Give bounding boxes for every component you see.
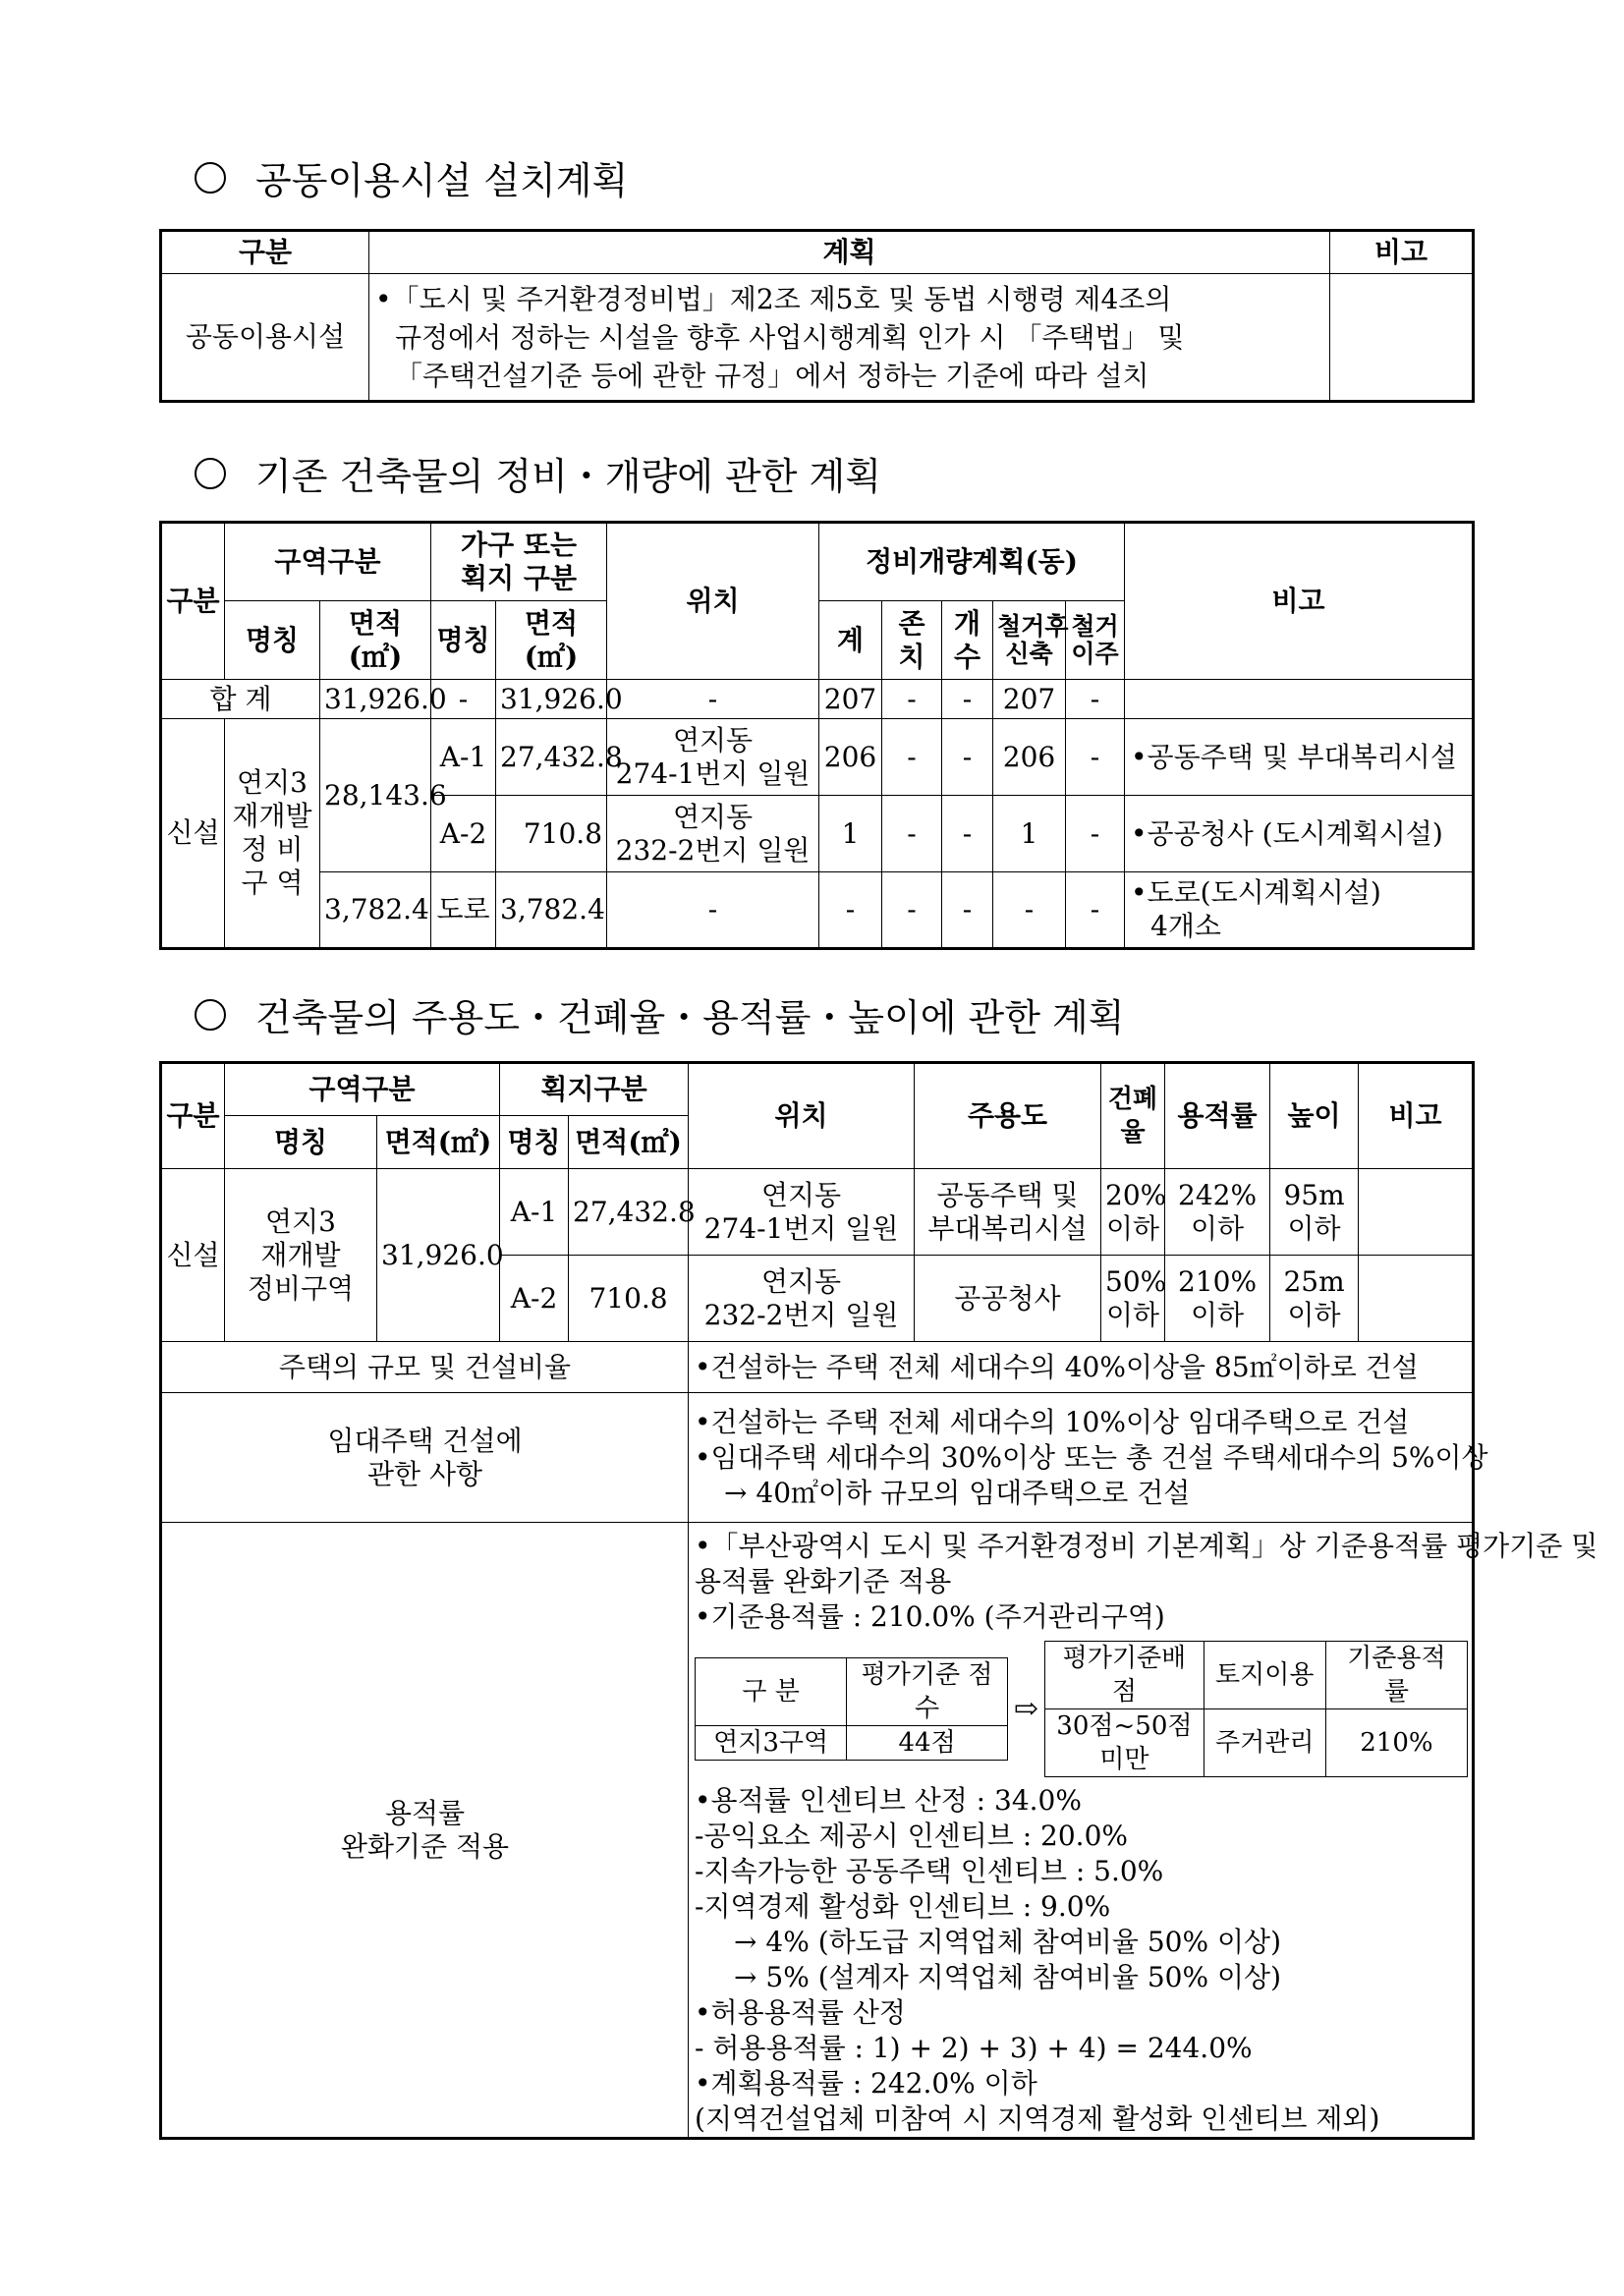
s3-rental-line: •건설하는 주택 전체 세대수의 10%이상 임대주택으로 건설 bbox=[695, 1405, 1410, 1438]
table-row bbox=[161, 872, 1474, 949]
s2-header-total: 계 bbox=[819, 601, 882, 680]
s3-base-far: 210% bbox=[1325, 1709, 1467, 1777]
s3-height-line1: 95m bbox=[1283, 1178, 1345, 1211]
s2-remark: •공공청사 (도시계획시설) bbox=[1125, 796, 1474, 872]
s2-lot-name: 도로 bbox=[431, 872, 496, 949]
s3-group-label: 신설 bbox=[161, 1169, 225, 1342]
s3-rental-label-line1: 임대주택 건설에 bbox=[327, 1424, 523, 1457]
s2-header-lot-area bbox=[496, 601, 607, 680]
s2-location-line2: 232-2번지 일원 bbox=[615, 833, 811, 867]
s3-coverage-line2: 이하 bbox=[1105, 1298, 1160, 1331]
circle-bullet-icon bbox=[195, 458, 226, 489]
s3-far-criteria-tables bbox=[695, 1641, 1468, 1777]
s1-row-label: 공동이용시설 bbox=[161, 274, 369, 402]
s2-keep: - bbox=[882, 872, 942, 949]
s2-sum-keep: - bbox=[882, 680, 942, 719]
s3-far-relax-line: -지역경제 활성화 인센티브 : 9.0% bbox=[695, 1890, 1111, 1923]
s3-header-lot-name: 명칭 bbox=[500, 1116, 569, 1169]
s2-location bbox=[607, 796, 819, 872]
s3-header-gubun: 구분 bbox=[161, 1063, 225, 1169]
s3-far-relax-line: -지속가능한 공동주택 인센티브 : 5.0% bbox=[695, 1855, 1164, 1887]
s2-location: - bbox=[607, 872, 819, 949]
s2-header-relocate bbox=[1066, 601, 1125, 680]
s2-header-area-line2: (㎡) bbox=[524, 640, 579, 673]
s3-location-line2: 232-2번지 일원 bbox=[703, 1298, 899, 1331]
s2-sum-lot-area: 31,926.0 bbox=[496, 680, 607, 719]
s2-header-rebuild-line1: 철거후 bbox=[997, 611, 1069, 641]
s3-header-remark: 비고 bbox=[1359, 1063, 1474, 1169]
s3-zone-name-line: 연지3 bbox=[265, 1204, 336, 1238]
s2-header-zone-name: 명칭 bbox=[225, 601, 320, 680]
s1-row-remark bbox=[1330, 274, 1474, 402]
s2-header-rebuild bbox=[993, 601, 1069, 680]
s2-improve: - bbox=[942, 872, 993, 949]
s3-coverage-line1: 50% bbox=[1105, 1264, 1167, 1298]
s1-header-plan: 계획 bbox=[369, 231, 1330, 274]
s3-eval-zone: 연지3구역 bbox=[696, 1726, 847, 1761]
s2-header-remark: 비고 bbox=[1125, 523, 1474, 680]
s3-far-relax-line: •계획용적률 : 242.0% 이하 bbox=[695, 2067, 1037, 2100]
s2-header-keep: 존치 bbox=[882, 601, 942, 680]
s2-rebuild: - bbox=[993, 872, 1066, 949]
s3-header-lot: 획지구분 bbox=[500, 1063, 689, 1116]
s3-lot-area: 27,432.8 bbox=[569, 1169, 689, 1256]
s3-height-line1: 25m bbox=[1283, 1264, 1345, 1298]
s2-lot-area: 3,782.4 bbox=[496, 872, 607, 949]
s2-header-lot-line2: 획지 구분 bbox=[461, 562, 577, 594]
s2-header-zone-area bbox=[320, 601, 431, 680]
s2-keep: - bbox=[882, 796, 942, 872]
s3-header-use: 주용도 bbox=[915, 1063, 1101, 1169]
s3-header-zone-area: 면적(㎡) bbox=[377, 1116, 500, 1169]
s3-far bbox=[1165, 1169, 1270, 1256]
s3-header-zone-name: 명칭 bbox=[225, 1116, 377, 1169]
s3-far-relax-label-line2: 완화기준 적용 bbox=[340, 1829, 510, 1863]
table-row bbox=[161, 1523, 1474, 2139]
s2-lot-name: A-1 bbox=[431, 719, 496, 796]
s2-header-gubun: 구분 bbox=[161, 523, 225, 680]
s3-coverage-line1: 20% bbox=[1105, 1178, 1167, 1211]
s3-header-height: 높이 bbox=[1270, 1063, 1359, 1169]
s3-coverage bbox=[1101, 1256, 1165, 1342]
s3-header-location: 위치 bbox=[689, 1063, 915, 1169]
s2-keep: - bbox=[882, 719, 942, 796]
s2-zone-name bbox=[225, 719, 320, 949]
s3-far-relax-line: •용적률 인센티브 산정 : 34.0% bbox=[695, 1784, 1082, 1817]
section2-heading-text: 기존 건축물의 정비・개량에 관한 계획 bbox=[255, 455, 881, 498]
s3-coverage-line2: 이하 bbox=[1105, 1211, 1160, 1245]
s2-zone-name-line: 재개발 bbox=[232, 800, 312, 832]
section1-heading-text: 공동이용시설 설치계획 bbox=[255, 159, 629, 202]
s2-header-location: 위치 bbox=[607, 523, 819, 680]
s3-height-line2: 이하 bbox=[1287, 1211, 1341, 1245]
s3-far-line2: 이하 bbox=[1190, 1298, 1245, 1331]
s3-eval-header-gubun: 구 분 bbox=[696, 1658, 847, 1726]
s2-lot-name: A-2 bbox=[431, 796, 496, 872]
s3-base-far-table bbox=[1044, 1641, 1468, 1777]
circle-bullet-icon bbox=[195, 999, 226, 1031]
s2-remark-line2: 4개소 bbox=[1150, 910, 1221, 942]
s2-location-line1: 연지동 bbox=[672, 723, 754, 756]
s3-eval-score: 44점 bbox=[847, 1726, 1008, 1761]
s2-header-plan: 정비개량계획(동) bbox=[819, 523, 1125, 601]
s3-far-relax-line: •「부산광역시 도시 및 주거환경정비 기본계획」상 기준용적률 평가기준 및 bbox=[695, 1530, 1598, 1562]
s3-far-line1: 242% bbox=[1178, 1178, 1258, 1211]
s3-use-line2: 부대복리시설 bbox=[927, 1211, 1088, 1245]
s3-height-line2: 이하 bbox=[1287, 1298, 1341, 1331]
table-row bbox=[161, 719, 1474, 796]
s3-header-zone: 구역구분 bbox=[225, 1063, 500, 1116]
section3-heading-text: 건축물의 주용도・건폐율・용적률・높이에 관한 계획 bbox=[255, 996, 1125, 1039]
s2-sum-total: 207 bbox=[819, 680, 882, 719]
s3-use bbox=[915, 1169, 1101, 1256]
table-row bbox=[161, 1393, 1474, 1523]
s3-rental-label bbox=[161, 1393, 689, 1523]
s3-base-header-landuse: 토지이용 bbox=[1204, 1642, 1325, 1709]
s2-header-lot bbox=[431, 523, 607, 601]
s2-header-area-line1: 면적 bbox=[524, 606, 579, 640]
s2-remark: •공동주택 및 부대복리시설 bbox=[1125, 719, 1474, 796]
s3-base-landuse: 주거관리 bbox=[1204, 1709, 1325, 1777]
s2-zone-area-b: 3,782.4 bbox=[320, 872, 431, 949]
s2-total: - bbox=[819, 872, 882, 949]
s2-header-lot-line1: 가구 또는 bbox=[461, 529, 577, 561]
s2-total: 206 bbox=[819, 719, 882, 796]
s2-sum-location: - bbox=[607, 680, 819, 719]
s3-zone-name-line: 정비구역 bbox=[247, 1271, 355, 1305]
s2-header-lot-name: 명칭 bbox=[431, 601, 496, 680]
s2-zone-name-line: 연지3 bbox=[237, 766, 308, 799]
s1-plan-line: 규정에서 정하는 시설을 향후 사업시행계획 인가 시 「주택법」 및 bbox=[395, 320, 1185, 354]
s3-far-relax-label-line1: 용적률 bbox=[384, 1796, 466, 1829]
section1-heading bbox=[195, 150, 628, 204]
right-arrow-icon: ⇨ bbox=[1013, 1691, 1039, 1726]
s2-total: 1 bbox=[819, 796, 882, 872]
section3-heading bbox=[195, 987, 1124, 1041]
s2-sum-relocate: - bbox=[1066, 680, 1125, 719]
s3-lot-area: 710.8 bbox=[569, 1256, 689, 1342]
s2-rebuild: 206 bbox=[993, 719, 1066, 796]
s3-far-line2: 이하 bbox=[1190, 1211, 1245, 1245]
s2-improve: - bbox=[942, 796, 993, 872]
s2-rebuild: 1 bbox=[993, 796, 1066, 872]
s3-location-line2: 274-1번지 일원 bbox=[703, 1211, 899, 1245]
s2-relocate: - bbox=[1066, 719, 1125, 796]
s2-header-relocate-line2: 이주 bbox=[1071, 639, 1119, 668]
s2-header-zone: 구역구분 bbox=[225, 523, 431, 601]
s2-header-relocate-line1: 철거 bbox=[1071, 611, 1119, 641]
s2-sum-lot-name: - bbox=[431, 680, 496, 719]
section3-table bbox=[159, 1061, 1598, 2140]
s1-header-gubun: 구분 bbox=[161, 231, 369, 274]
s3-far-relax-line: → 4% (하도급 지역업체 참여비율 50% 이상) bbox=[734, 1926, 1282, 1958]
circle-bullet-icon bbox=[195, 162, 226, 194]
s2-relocate: - bbox=[1066, 796, 1125, 872]
s2-location bbox=[607, 719, 819, 796]
s2-header-area-line2: (㎡) bbox=[348, 640, 403, 673]
s3-rental-label-line2: 관한 사항 bbox=[366, 1457, 483, 1490]
s3-use: 공공청사 bbox=[915, 1256, 1101, 1342]
s2-header-rebuild-line2: 신축 bbox=[1005, 639, 1053, 668]
s3-header-far: 용적률 bbox=[1165, 1063, 1270, 1169]
s3-eval-score-table bbox=[695, 1657, 1008, 1761]
s3-housing-scale-label: 주택의 규모 및 건설비율 bbox=[161, 1342, 689, 1393]
s3-housing-scale-text: •건설하는 주택 전체 세대수의 40%이상을 85㎡이하로 건설 bbox=[689, 1342, 1474, 1393]
s3-base-header-points: 평가기준배점 bbox=[1045, 1642, 1204, 1709]
s2-location-line1: 연지동 bbox=[672, 800, 754, 833]
s3-far bbox=[1165, 1256, 1270, 1342]
s3-far-relax-line: → 5% (설계자 지역업체 참여비율 50% 이상) bbox=[734, 1961, 1282, 1993]
s3-far-relax-label bbox=[161, 1523, 689, 2139]
s3-location bbox=[689, 1256, 915, 1342]
s3-far-relax-line: •기준용적률 : 210.0% (주거관리구역) bbox=[695, 1600, 1165, 1633]
s3-far-relax-line: (지역건설업체 미참여 시 지역경제 활성화 인센티브 제외) bbox=[695, 2102, 1380, 2135]
s2-improve: - bbox=[942, 719, 993, 796]
s2-location-line2: 274-1번지 일원 bbox=[615, 756, 811, 790]
s3-far-relax-line: 용적률 완화기준 적용 bbox=[695, 1565, 952, 1597]
table-row bbox=[161, 1342, 1474, 1393]
s2-sum-improve: - bbox=[942, 680, 993, 719]
s3-header-lot-area: 면적(㎡) bbox=[569, 1116, 689, 1169]
s2-lot-area: 27,432.8 bbox=[496, 719, 607, 796]
s3-far-line1: 210% bbox=[1178, 1264, 1258, 1298]
s3-coverage bbox=[1101, 1169, 1165, 1256]
s2-header-area-line1: 면적 bbox=[348, 606, 403, 640]
s1-row-plan bbox=[369, 274, 1330, 402]
s3-location bbox=[689, 1169, 915, 1256]
s3-rental-line: •임대주택 세대수의 30%이상 또는 총 건설 주택세대수의 5%이상 bbox=[695, 1440, 1488, 1474]
s3-zone-name-line: 재개발 bbox=[260, 1238, 341, 1271]
section1-table bbox=[159, 229, 1475, 403]
s3-height bbox=[1270, 1169, 1359, 1256]
s2-zone-area-a: 28,143.6 bbox=[320, 719, 431, 872]
s2-lot-area: 710.8 bbox=[496, 796, 607, 872]
s2-sum-remark bbox=[1125, 680, 1474, 719]
s3-header-coverage: 건폐율 bbox=[1101, 1063, 1165, 1169]
s3-remark bbox=[1359, 1169, 1474, 1256]
s3-eval-header-score: 평가기준 점수 bbox=[847, 1658, 1008, 1726]
s3-lot-name: A-2 bbox=[500, 1256, 569, 1342]
s3-height bbox=[1270, 1256, 1359, 1342]
s2-header-improve: 개수 bbox=[942, 601, 993, 680]
s3-zone-name bbox=[225, 1169, 377, 1342]
table-row bbox=[161, 1169, 1474, 1256]
s3-rental-text bbox=[689, 1393, 1488, 1523]
s1-plan-line: 「주택건설기준 등에 관한 규정」에서 정하는 기준에 따라 설치 bbox=[395, 359, 1149, 392]
s2-sum-zone-area: 31,926.0 bbox=[320, 680, 431, 719]
s3-rental-line: → 40㎡이하 규모의 임대주택으로 건설 bbox=[724, 1476, 1191, 1509]
s2-sum-row bbox=[161, 680, 1474, 719]
s3-base-header-far: 기준용적률 bbox=[1325, 1642, 1467, 1709]
s3-remark bbox=[1359, 1256, 1474, 1342]
s3-lot-name: A-1 bbox=[500, 1169, 569, 1256]
s3-location-line1: 연지동 bbox=[760, 1178, 842, 1211]
s3-far-relax-text bbox=[689, 1523, 1598, 2139]
s2-relocate: - bbox=[1066, 872, 1125, 949]
s3-far-relax-line: - 허용용적률 : 1) + 2) + 3) + 4) = 244.0% bbox=[695, 2032, 1253, 2064]
s3-base-points: 30점~50점미만 bbox=[1045, 1709, 1204, 1777]
s2-zone-name-line: 정 비 bbox=[241, 833, 304, 866]
s2-remark-line1: •도로(도시계획시설) bbox=[1131, 876, 1381, 909]
s3-location-line1: 연지동 bbox=[760, 1264, 842, 1298]
s3-far-relax-line: •허용용적률 산정 bbox=[695, 1996, 906, 2029]
s2-sum-rebuild: 207 bbox=[993, 680, 1066, 719]
s3-use-line1: 공동주택 및 bbox=[936, 1178, 1079, 1211]
s2-remark bbox=[1125, 872, 1474, 949]
s3-far-relax-line: -공익요소 제공시 인센티브 : 20.0% bbox=[695, 1820, 1129, 1852]
s2-sum-label: 합 계 bbox=[161, 680, 320, 719]
s1-header-remark: 비고 bbox=[1330, 231, 1474, 274]
section2-table bbox=[159, 521, 1475, 950]
s1-plan-line: •「도시 및 주거환경정비법」제2조 제5호 및 동법 시행령 제4조의 bbox=[375, 282, 1172, 315]
section2-heading bbox=[195, 446, 881, 500]
s3-zone-area: 31,926.0 bbox=[377, 1169, 500, 1342]
s2-group-label: 신설 bbox=[161, 719, 225, 949]
s2-zone-name-line: 구 역 bbox=[241, 867, 304, 899]
